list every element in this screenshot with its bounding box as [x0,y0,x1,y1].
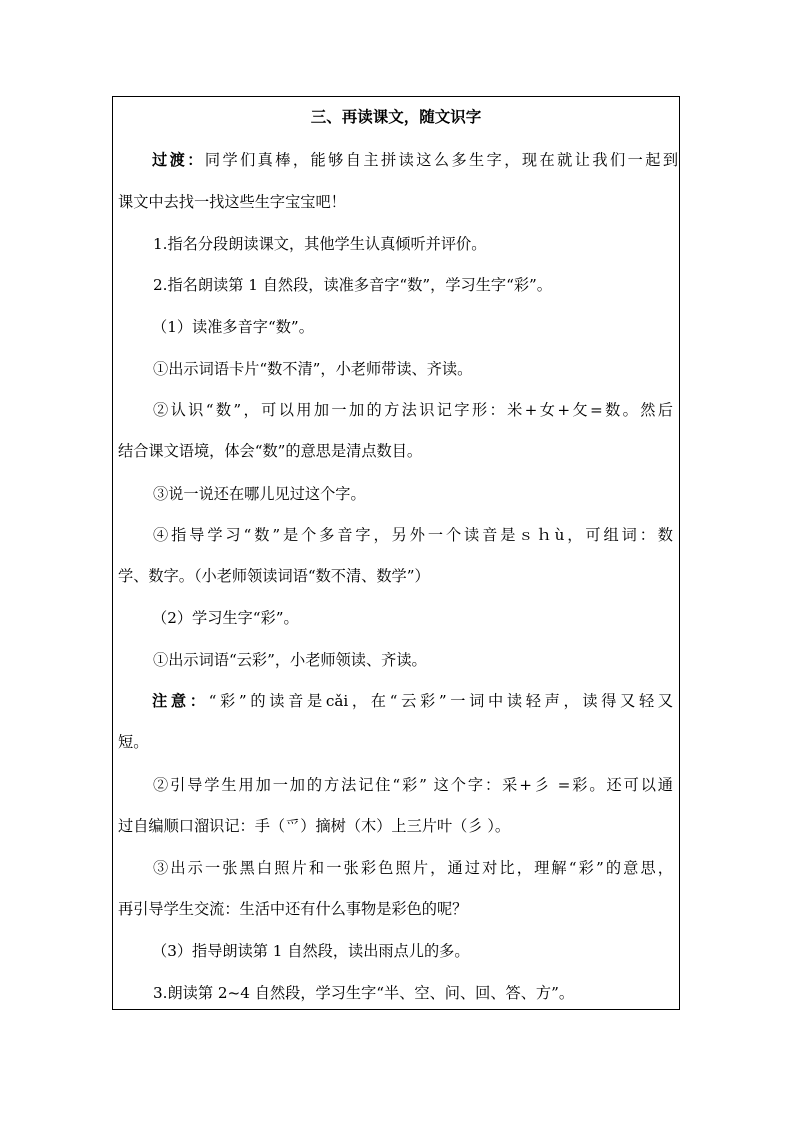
sub-1-item-2-line-2: 结合课文语境，体会“数”的意思是清点数目。 [118,442,423,460]
transition-label: 过渡： [152,151,205,169]
note-text-1: “彩”的读音是cǎi，在“云彩”一词中读轻声，读得又轻又 [208,692,674,710]
sub-3-heading: （3）指导朗读第 1 自然段，读出雨点儿的多。 [152,942,470,960]
sub-2-heading: （2）学习生字“彩”。 [152,609,299,627]
transition-paragraph-line-1 [152,150,678,170]
sub-2-item-2-line-1: ②引导学生用加一加的方法记住“彩” 这个字：采+彡 =彩。还可以通 [153,776,673,794]
sub-2-item-3-line-1: ③出示一张黑白照片和一张彩色照片，通过对比，理解“彩”的意思， [153,859,673,877]
sub-1-item-3: ③说一说还在哪儿见过这个字。 [153,485,366,503]
note-line-2: 短。 [118,733,149,751]
sub-2-item-1: ①出示词语“云彩”，小老师领读、齐读。 [153,651,427,669]
step-1: 1.指名分段朗读课文，其他学生认真倾听并评价。 [153,235,487,253]
note-label: 注意： [152,692,209,710]
section-title: 三、再读课文，随文识字 [310,107,482,126]
transition-paragraph-line-2: 课文中去找一找这些生字宝宝吧！ [118,193,346,211]
transition-text-1: 同学们真棒，能够自主拼读这么多生字，现在就让我们一起到 [204,151,679,169]
sub-1-item-1: ①出示词语卡片“数不清”，小老师带读、齐读。 [153,360,473,378]
step-2: 2.指名朗读第 1 自然段，读准多音字“数”，学习生字“彩”。 [153,276,552,294]
sub-2-item-3-line-2: 再引导学生交流：生活中还有什么事物是彩色的呢？ [118,900,468,918]
step-3: 3.朗读第 2~4 自然段，学习生字“半、空、问、回、答、方”。 [153,984,575,1002]
sub-2-item-2-line-2: 过自编顺口溜识记：手（爫）摘树（木）上三片叶（彡 ）。 [118,817,511,835]
sub-1-item-4-line-2: 学、数字。（小老师领读词语“数不清、数学”） [118,567,430,585]
sub-1-heading: （1）读准多音字“数”。 [152,318,314,336]
sub-1-item-4-line-1: ④指导学习“数”是个多音字，另外一个读音是ｓｈù，可组词：数 [153,526,673,544]
sub-1-item-2-line-1: ②认识“数”，可以用加一加的方法识记字形：米+女+攵=数。然后 [153,401,673,419]
note-line-1 [152,691,673,711]
